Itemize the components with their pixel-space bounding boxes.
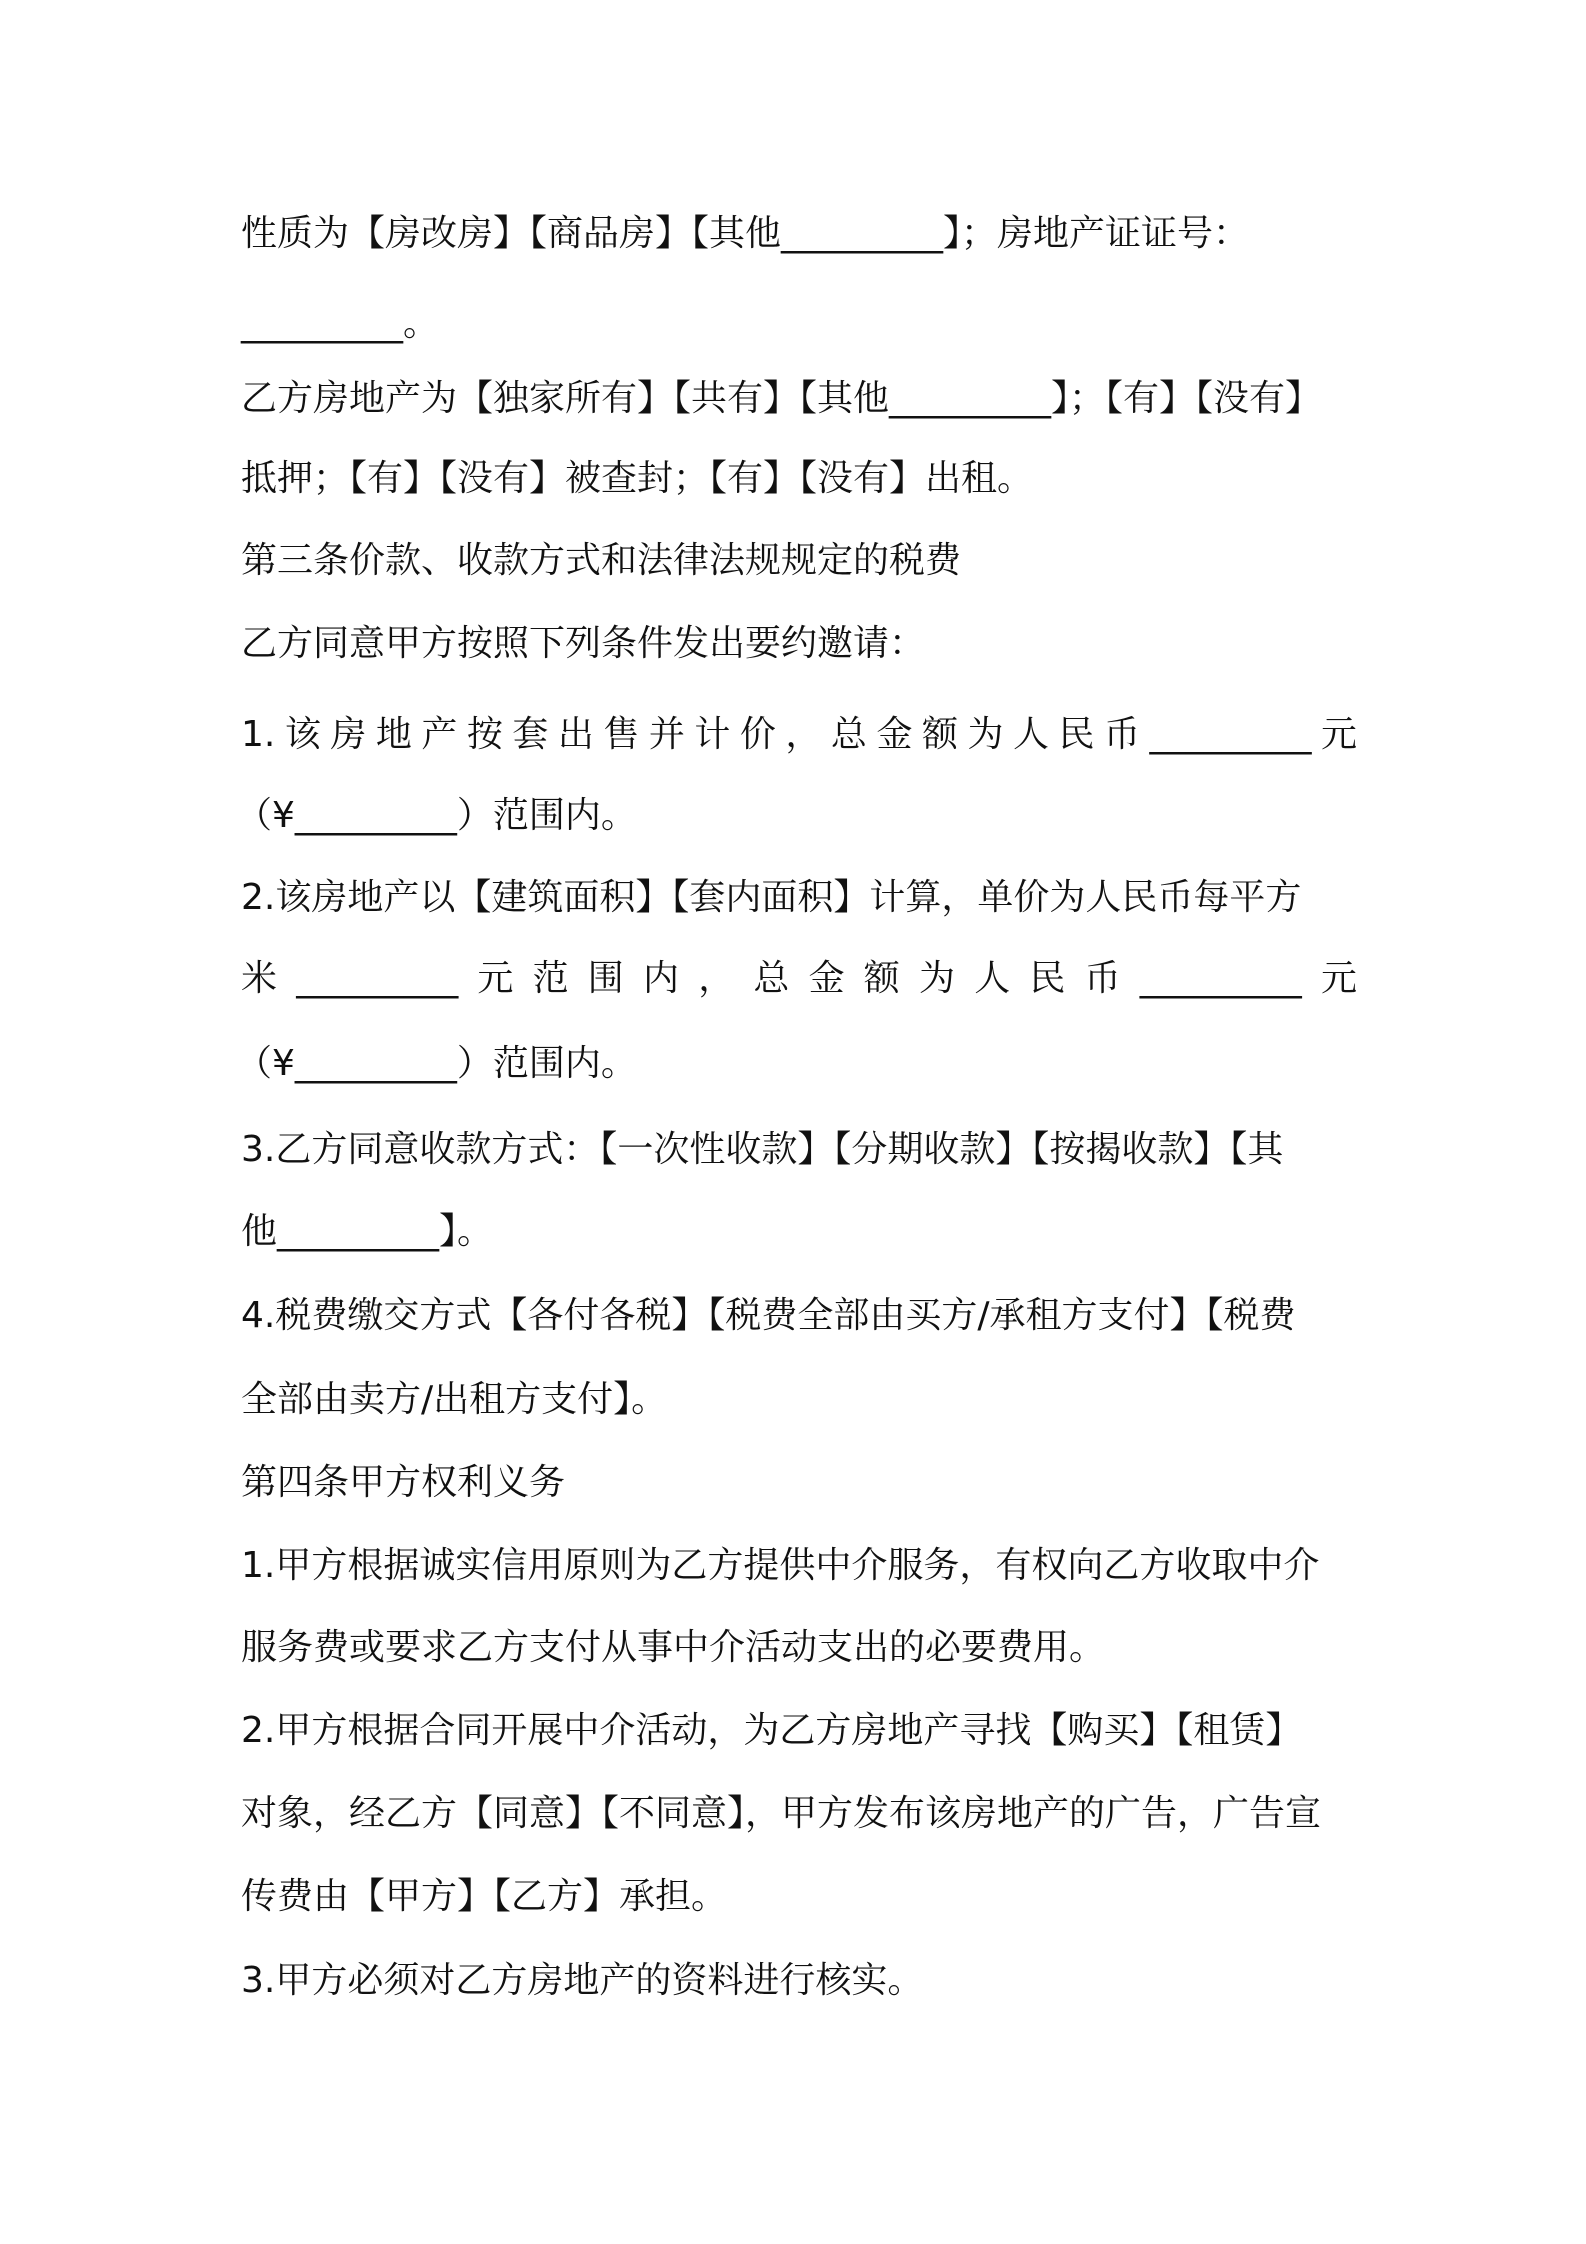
text-line-certificate-number: _________。 bbox=[241, 303, 440, 344]
clause-3-3-line-1: 3.乙方同意收款方式：【一次性收款】【分期收款】【按揭收款】【其 bbox=[241, 1129, 1284, 1170]
text-line-mortgage-status: 抵押；【有】【没有】被查封；【有】【没有】出租。 bbox=[241, 458, 1034, 499]
clause-3-2-line-3: （¥_________）范围内。 bbox=[236, 1043, 637, 1084]
clause-4-2-line-3: 传费由【甲方】【乙方】承担。 bbox=[241, 1876, 728, 1917]
clause-4-2-line-2: 对象，经乙方【同意】【不同意】，甲方发布该房地产的广告，广告宣 bbox=[241, 1793, 1322, 1834]
text-line-offer-invitation: 乙方同意甲方按照下列条件发出要约邀请： bbox=[241, 623, 926, 664]
section-heading-article-3: 第三条价款、收款方式和法律法规规定的税费 bbox=[241, 540, 962, 581]
text-line-property-nature: 性质为【房改房】【商品房】【其他_________】；房地产证证号： bbox=[241, 213, 1250, 254]
clause-4-1-line-2: 服务费或要求乙方支付从事中介活动支出的必要费用。 bbox=[241, 1627, 1106, 1668]
text-line-ownership: 乙方房地产为【独家所有】【共有】【其他_________】；【有】【没有】 bbox=[241, 378, 1322, 419]
clause-3-2-line-1: 2.该房地产以【建筑面积】【套内面积】计算，单价为人民币每平方 bbox=[241, 877, 1302, 918]
clause-3-1-line-2: （¥_________）范围内。 bbox=[236, 795, 637, 836]
clause-4-3-line-1: 3.甲方必须对乙方房地产的资料进行核实。 bbox=[241, 1960, 924, 2001]
clause-3-1-line-1: 1.该房地产按套出售并计价，总金额为人民币_________元 bbox=[241, 714, 1357, 755]
clause-4-1-line-1: 1.甲方根据诚实信用原则为乙方提供中介服务，有权向乙方收取中介 bbox=[241, 1545, 1320, 1586]
clause-3-4-line-2: 全部由卖方/出租方支付】。 bbox=[241, 1379, 668, 1420]
section-heading-article-4: 第四条甲方权利义务 bbox=[241, 1462, 566, 1503]
clause-3-4-line-1: 4.税费缴交方式【各付各税】【税费全部由买方/承租方支付】【税费 bbox=[241, 1295, 1296, 1336]
clause-3-2-line-2: 米_________元范围内，总金额为人民币_________元 bbox=[241, 958, 1357, 999]
clause-3-3-line-2: 他_________】。 bbox=[241, 1211, 494, 1252]
clause-4-2-line-1: 2.甲方根据合同开展中介活动，为乙方房地产寻找【购买】【租赁】 bbox=[241, 1710, 1302, 1751]
